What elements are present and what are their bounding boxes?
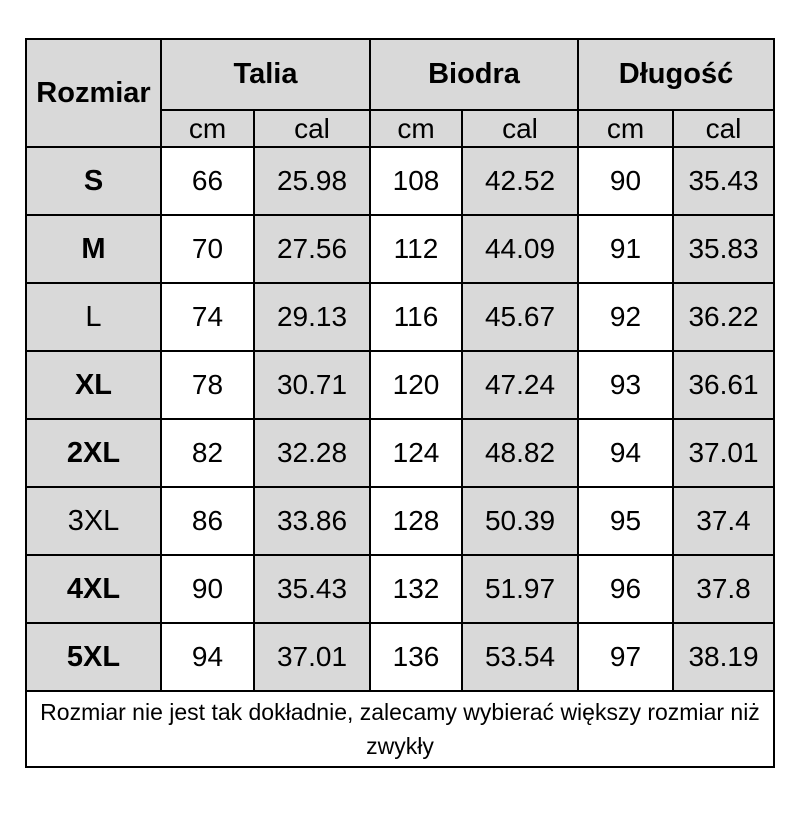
group-header-dlugosc: Długość bbox=[578, 39, 774, 110]
value-cell-cal: 33.86 bbox=[254, 487, 370, 555]
value-cell-cm: 92 bbox=[578, 283, 673, 351]
value-cell-cal: 36.22 bbox=[673, 283, 774, 351]
footer-row bbox=[26, 691, 774, 767]
value-cell-cal: 47.24 bbox=[462, 351, 578, 419]
value-cell-cal: 35.43 bbox=[254, 555, 370, 623]
value-cell-cm: 108 bbox=[370, 147, 462, 215]
value-cell-cm: 86 bbox=[161, 487, 254, 555]
value-cell-cal: 37.01 bbox=[254, 623, 370, 691]
unit-header-biodra-cm: cm bbox=[370, 110, 462, 147]
table-footer bbox=[26, 691, 774, 767]
value-cell-cm: 74 bbox=[161, 283, 254, 351]
value-cell-cal: 25.98 bbox=[254, 147, 370, 215]
unit-header-biodra-cal: cal bbox=[462, 110, 578, 147]
value-cell-cal: 53.54 bbox=[462, 623, 578, 691]
unit-header-talia-cm: cm bbox=[161, 110, 254, 147]
unit-header-dlugosc-cm: cm bbox=[578, 110, 673, 147]
group-header-talia: Talia bbox=[161, 39, 370, 110]
value-cell-cm: 124 bbox=[370, 419, 462, 487]
value-cell-cm: 136 bbox=[370, 623, 462, 691]
value-cell-cm: 90 bbox=[161, 555, 254, 623]
value-cell-cal: 45.67 bbox=[462, 283, 578, 351]
group-header-biodra: Biodra bbox=[370, 39, 578, 110]
table-row bbox=[26, 623, 774, 691]
value-cell-cal: 35.83 bbox=[673, 215, 774, 283]
value-cell-cm: 97 bbox=[578, 623, 673, 691]
value-cell-cm: 70 bbox=[161, 215, 254, 283]
value-cell-cm: 128 bbox=[370, 487, 462, 555]
size-cell: 4XL bbox=[26, 555, 161, 623]
value-cell-cm: 116 bbox=[370, 283, 462, 351]
value-cell-cal: 29.13 bbox=[254, 283, 370, 351]
value-cell-cal: 36.61 bbox=[673, 351, 774, 419]
value-cell-cm: 82 bbox=[161, 419, 254, 487]
value-cell-cal: 35.43 bbox=[673, 147, 774, 215]
table-row bbox=[26, 555, 774, 623]
value-cell-cal: 38.19 bbox=[673, 623, 774, 691]
value-cell-cal: 48.82 bbox=[462, 419, 578, 487]
size-cell: 3XL bbox=[26, 487, 161, 555]
size-chart-table bbox=[25, 38, 775, 768]
value-cell-cal: 50.39 bbox=[462, 487, 578, 555]
value-cell-cm: 95 bbox=[578, 487, 673, 555]
value-cell-cm: 91 bbox=[578, 215, 673, 283]
table-row bbox=[26, 419, 774, 487]
table-row bbox=[26, 351, 774, 419]
value-cell-cm: 112 bbox=[370, 215, 462, 283]
footer-note: Rozmiar nie jest tak dokładnie, zalecamy wybierać większy rozmiar niż zwykły bbox=[26, 691, 774, 767]
value-cell-cm: 90 bbox=[578, 147, 673, 215]
value-cell-cm: 93 bbox=[578, 351, 673, 419]
size-cell: XL bbox=[26, 351, 161, 419]
value-cell-cm: 94 bbox=[161, 623, 254, 691]
value-cell-cm: 66 bbox=[161, 147, 254, 215]
table-row bbox=[26, 487, 774, 555]
value-cell-cal: 51.97 bbox=[462, 555, 578, 623]
table-row bbox=[26, 147, 774, 215]
page bbox=[0, 38, 800, 838]
value-cell-cal: 32.28 bbox=[254, 419, 370, 487]
value-cell-cal: 30.71 bbox=[254, 351, 370, 419]
size-cell: L bbox=[26, 283, 161, 351]
table-header bbox=[26, 39, 774, 147]
size-cell: M bbox=[26, 215, 161, 283]
value-cell-cal: 37.01 bbox=[673, 419, 774, 487]
size-column-header: Rozmiar bbox=[26, 39, 161, 147]
value-cell-cal: 37.8 bbox=[673, 555, 774, 623]
table-body bbox=[26, 147, 774, 691]
value-cell-cm: 78 bbox=[161, 351, 254, 419]
value-cell-cm: 94 bbox=[578, 419, 673, 487]
table-row bbox=[26, 215, 774, 283]
value-cell-cal: 37.4 bbox=[673, 487, 774, 555]
value-cell-cm: 96 bbox=[578, 555, 673, 623]
value-cell-cal: 44.09 bbox=[462, 215, 578, 283]
value-cell-cal: 27.56 bbox=[254, 215, 370, 283]
unit-header-dlugosc-cal: cal bbox=[673, 110, 774, 147]
header-row-groups bbox=[26, 39, 774, 110]
value-cell-cm: 132 bbox=[370, 555, 462, 623]
size-cell: 2XL bbox=[26, 419, 161, 487]
value-cell-cal: 42.52 bbox=[462, 147, 578, 215]
size-cell: 5XL bbox=[26, 623, 161, 691]
size-cell: S bbox=[26, 147, 161, 215]
value-cell-cm: 120 bbox=[370, 351, 462, 419]
unit-header-talia-cal: cal bbox=[254, 110, 370, 147]
table-row bbox=[26, 283, 774, 351]
